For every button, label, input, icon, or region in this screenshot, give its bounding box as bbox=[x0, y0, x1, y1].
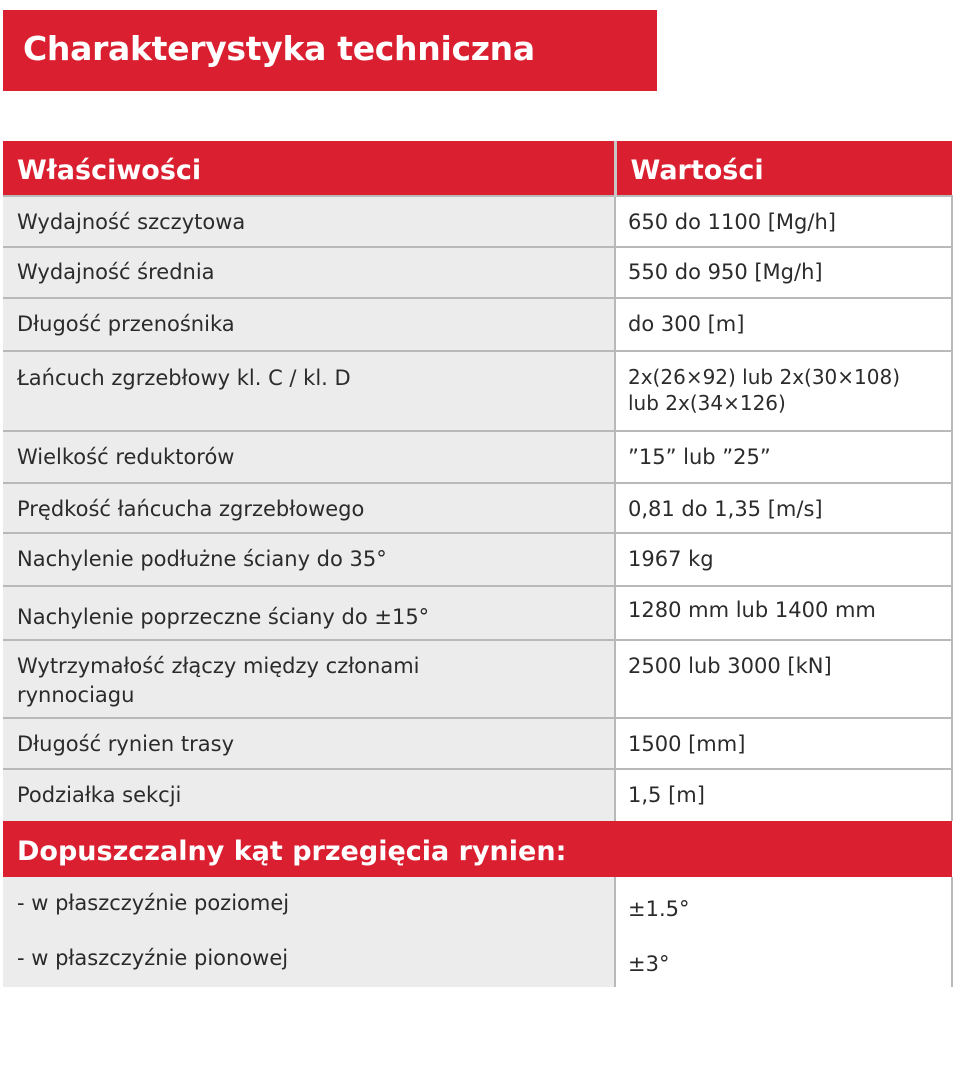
property-cell: Łańcuch zgrzebłowy kl. C / kl. D bbox=[17, 366, 351, 390]
table-row bbox=[3, 298, 952, 351]
property-cell: - w płaszczyźnie poziomej bbox=[17, 891, 290, 915]
property-cell: Podziałka sekcji bbox=[17, 783, 182, 807]
value-cell: do 300 [m] bbox=[628, 312, 745, 336]
property-cell: Wydajność szczytowa bbox=[17, 210, 246, 234]
page-title: Charakterystyka techniczna bbox=[3, 10, 657, 91]
table-row bbox=[3, 247, 952, 298]
table-row bbox=[3, 586, 952, 640]
table-row bbox=[3, 196, 952, 247]
property-cell: Długość rynien trasy bbox=[17, 732, 235, 756]
table-row bbox=[3, 640, 952, 718]
table-row bbox=[3, 431, 952, 483]
section-title: Dopuszczalny kąt przegięcia rynien: bbox=[3, 821, 952, 877]
property-cell-line2: rynnociagu bbox=[17, 683, 135, 707]
table-row bbox=[3, 483, 952, 533]
property-cell: Wydajność średnia bbox=[17, 260, 215, 284]
value-cell: 2x(26×92) lub 2x(30×108) bbox=[628, 365, 901, 389]
value-cell: ±3° bbox=[628, 952, 670, 976]
value-cell: 1967 kg bbox=[628, 547, 714, 571]
section-header bbox=[3, 821, 952, 877]
value-cell: 0,81 do 1,35 [m/s] bbox=[628, 497, 823, 521]
spec-table bbox=[3, 141, 953, 987]
value-cell: 650 do 1100 [Mg/h] bbox=[628, 210, 836, 234]
value-cell: ”15” lub ”25” bbox=[628, 445, 771, 469]
value-cell: 550 do 950 [Mg/h] bbox=[628, 260, 823, 284]
property-cell: Prędkość łańcucha zgrzebłowego bbox=[17, 497, 365, 521]
value-cell: 2500 lub 3000 [kN] bbox=[628, 654, 832, 678]
table-row bbox=[3, 932, 952, 987]
property-cell: Nachylenie poprzeczne ściany do ±15° bbox=[17, 605, 430, 629]
table-row bbox=[3, 533, 952, 586]
table-row bbox=[3, 877, 952, 932]
value-cell: 1500 [mm] bbox=[628, 732, 746, 756]
table-row bbox=[3, 718, 952, 769]
column-header-property: Właściwości bbox=[3, 141, 615, 196]
value-cell-line2: lub 2x(34×126) bbox=[628, 391, 786, 415]
property-cell: Wielkość reduktorów bbox=[17, 445, 235, 469]
value-cell: 1,5 [m] bbox=[628, 783, 705, 807]
value-cell: 1280 mm lub 1400 mm bbox=[628, 598, 876, 622]
property-cell: Nachylenie podłużne ściany do 35° bbox=[17, 547, 387, 571]
table-header bbox=[3, 141, 952, 196]
value-cell: ±1.5° bbox=[628, 897, 690, 921]
table-row bbox=[3, 351, 952, 431]
table-row bbox=[3, 769, 952, 821]
property-cell: - w płaszczyźnie pionowej bbox=[17, 946, 289, 970]
property-cell: Długość przenośnika bbox=[17, 312, 235, 336]
property-cell: Wytrzymałość złączy między członami bbox=[17, 654, 420, 678]
column-header-value: Wartości bbox=[615, 141, 952, 196]
